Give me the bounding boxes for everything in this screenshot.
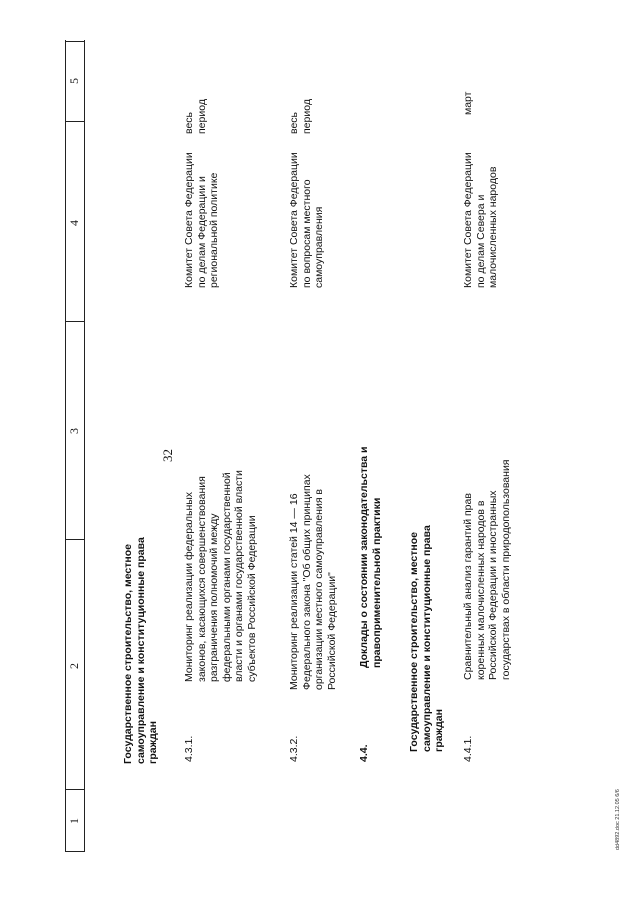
- row-number: 4.4.: [358, 744, 370, 762]
- row-number: 4.3.1.: [183, 735, 195, 762]
- row-responsible: Комитет Совета Федерации по делам Севера и малочисленных народов: [462, 152, 499, 288]
- table-header: [65, 40, 85, 852]
- column-number-3: 3: [67, 428, 81, 434]
- row-description: Мониторинг реализации статей 14 — 16 Федерального закона "Об общих принципах организации местного самоуправления в Российской Федерации": [288, 474, 338, 690]
- column-number-4: 4: [67, 220, 81, 226]
- column-number-5: 5: [67, 78, 81, 84]
- row-description: Мониторинг реализации федеральных законов, касающихся совершенствования разграничения полномочий между федеральными органами государственной власти и органами государственной власти субъектов Российской Федерации: [183, 470, 258, 682]
- section-heading: Государственное строительство, местное самоуправление и конституционные права граждан: [122, 537, 159, 764]
- row-period: март: [462, 91, 474, 115]
- row-period: весь период: [288, 99, 313, 134]
- row-period: весь период: [183, 99, 208, 134]
- row-responsible: Комитет Совета Федерации по делам Федерации и региональной политике: [183, 152, 220, 288]
- section-heading: Государственное строительство, местное самоуправление и конституционные права граждан: [408, 525, 445, 752]
- row-description: Доклады о состоянии законодательства и правоприменительной практики: [358, 446, 383, 668]
- column-number-1: 1: [67, 818, 81, 824]
- row-number: 4.3.2.: [288, 735, 300, 762]
- row-responsible: Комитет Совета Федерации по вопросам местного самоуправления: [288, 152, 325, 288]
- footer-code: dd4892.doc 21.12.05 6/6: [615, 789, 621, 850]
- row-description: Сравнительный анализ гарантий прав коренных малочисленных народов в Российской Федерации и иностранных государствах в области природопользования: [462, 459, 512, 680]
- row-number: 4.4.1.: [462, 735, 474, 762]
- page-number: 32: [160, 449, 175, 462]
- column-number-2: 2: [67, 663, 81, 669]
